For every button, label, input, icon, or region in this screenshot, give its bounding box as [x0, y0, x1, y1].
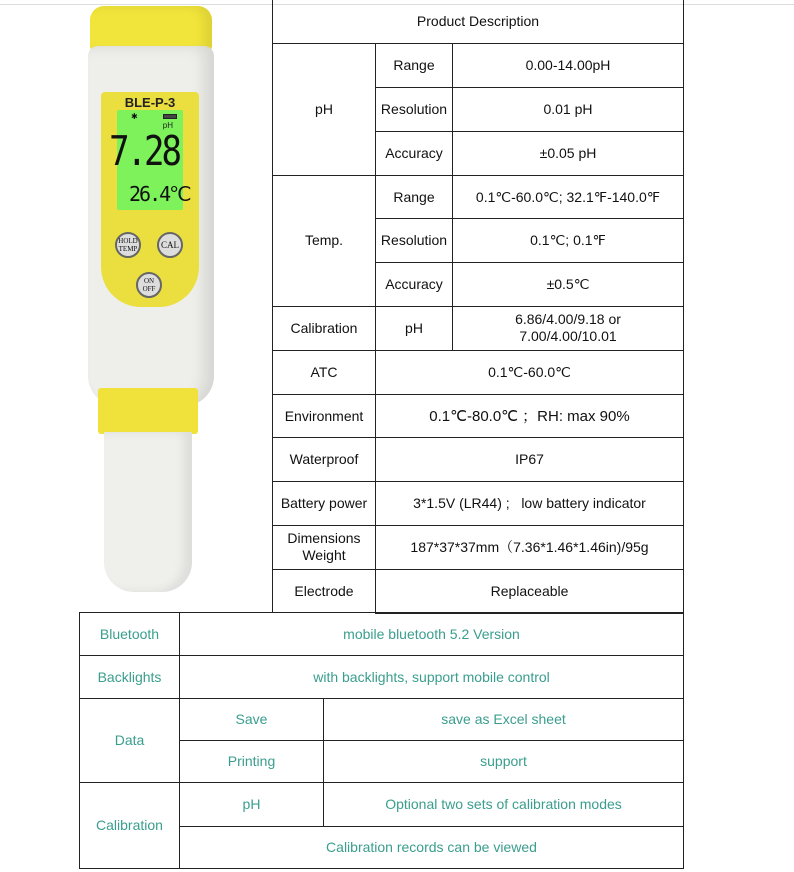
- lcd-reading: 7.28: [109, 128, 179, 176]
- hold-label: HOLD: [118, 237, 138, 245]
- battery-value: 3*1.5V (LR44) ; low battery indicator: [376, 482, 684, 526]
- ph-range: 0.00-14.00pH: [453, 44, 684, 88]
- spec-table: [272, 0, 684, 614]
- temp-accuracy-label: Accuracy: [376, 263, 453, 307]
- temp-label: TEMP: [118, 245, 138, 253]
- calibration-records: Calibration records can be viewed: [180, 827, 684, 869]
- lcd-unit: pH: [162, 121, 173, 130]
- on-label: ON: [143, 277, 155, 285]
- atc-label: ATC: [273, 350, 376, 394]
- meter-panel: [101, 92, 199, 307]
- environment-label: Environment: [273, 394, 376, 438]
- calibration-modes: Optional two sets of calibration modes: [324, 783, 684, 827]
- data-label: Data: [80, 699, 180, 783]
- dimensions-value: 187*37*37mm（7.36*1.46*1.46in)/95g: [376, 526, 684, 570]
- save-value: save as Excel sheet: [324, 699, 684, 741]
- printing-label: Printing: [180, 741, 324, 783]
- meter-collar: [98, 388, 198, 434]
- temp-range: 0.1℃-60.0℃; 32.1℉-140.0℉: [453, 175, 684, 219]
- cal-button: [157, 232, 183, 258]
- spec-title: Product Description: [273, 0, 684, 44]
- waterproof-label: Waterproof: [273, 438, 376, 482]
- temp-resolution-label: Resolution: [376, 219, 453, 263]
- model-label: BLE-P-3: [124, 95, 176, 110]
- feature-calibration-sub: pH: [180, 783, 324, 827]
- battery-icon: [163, 114, 177, 119]
- atc-value: 0.1℃-60.0℃: [376, 350, 684, 394]
- dimensions-label: [273, 526, 376, 570]
- temp-label: Temp.: [273, 175, 376, 306]
- backlights-value: with backlights, support mobile control: [180, 656, 684, 699]
- bluetooth-label: Bluetooth: [80, 613, 180, 656]
- temp-range-label: Range: [376, 175, 453, 219]
- environment-value: 0.1℃-80.0℃ ；RH: max 90%: [376, 394, 684, 438]
- cal-label: CAL: [161, 240, 179, 250]
- electrode-label: Electrode: [273, 569, 376, 613]
- lcd-screen: [109, 110, 190, 210]
- feature-calibration-label: Calibration: [80, 783, 180, 869]
- save-label: Save: [180, 699, 324, 741]
- ph-label: pH: [273, 44, 376, 175]
- ph-accuracy-label: Accuracy: [376, 131, 453, 175]
- battery-label: Battery power: [273, 482, 376, 526]
- ph-range-label: Range: [376, 44, 453, 88]
- hold-temp-button: [115, 232, 141, 258]
- weight-label: Weight: [302, 547, 346, 564]
- on-off-button: [136, 272, 162, 298]
- printing-value: support: [324, 741, 684, 783]
- calibration-line1: 6.86/4.00/9.18 or: [515, 311, 621, 328]
- ph-meter-image: [80, 0, 280, 610]
- calibration-line2: 7.00/4.00/10.01: [519, 328, 617, 345]
- bluetooth-icon: ✱: [131, 112, 138, 121]
- meter-probe-cap: [104, 432, 192, 592]
- ph-resolution: 0.01 pH: [453, 88, 684, 132]
- electrode-value: Replaceable: [376, 569, 684, 613]
- temp-resolution: 0.1℃; 0.1℉: [453, 219, 684, 263]
- calibration-label: Calibration: [273, 307, 376, 351]
- features-table: [79, 612, 684, 869]
- ph-resolution-label: Resolution: [376, 88, 453, 132]
- off-label: OFF: [142, 285, 156, 293]
- ph-accuracy: ±0.05 pH: [453, 131, 684, 175]
- lcd-temperature: 26.4℃: [129, 182, 190, 206]
- waterproof-value: IP67: [376, 438, 684, 482]
- dimensions-label1: Dimensions: [287, 530, 361, 547]
- calibration-value: [453, 307, 684, 351]
- backlights-label: Backlights: [80, 656, 180, 699]
- temp-accuracy: ±0.5℃: [453, 263, 684, 307]
- calibration-sub: pH: [376, 307, 453, 351]
- bluetooth-value: mobile bluetooth 5.2 Version: [180, 613, 684, 656]
